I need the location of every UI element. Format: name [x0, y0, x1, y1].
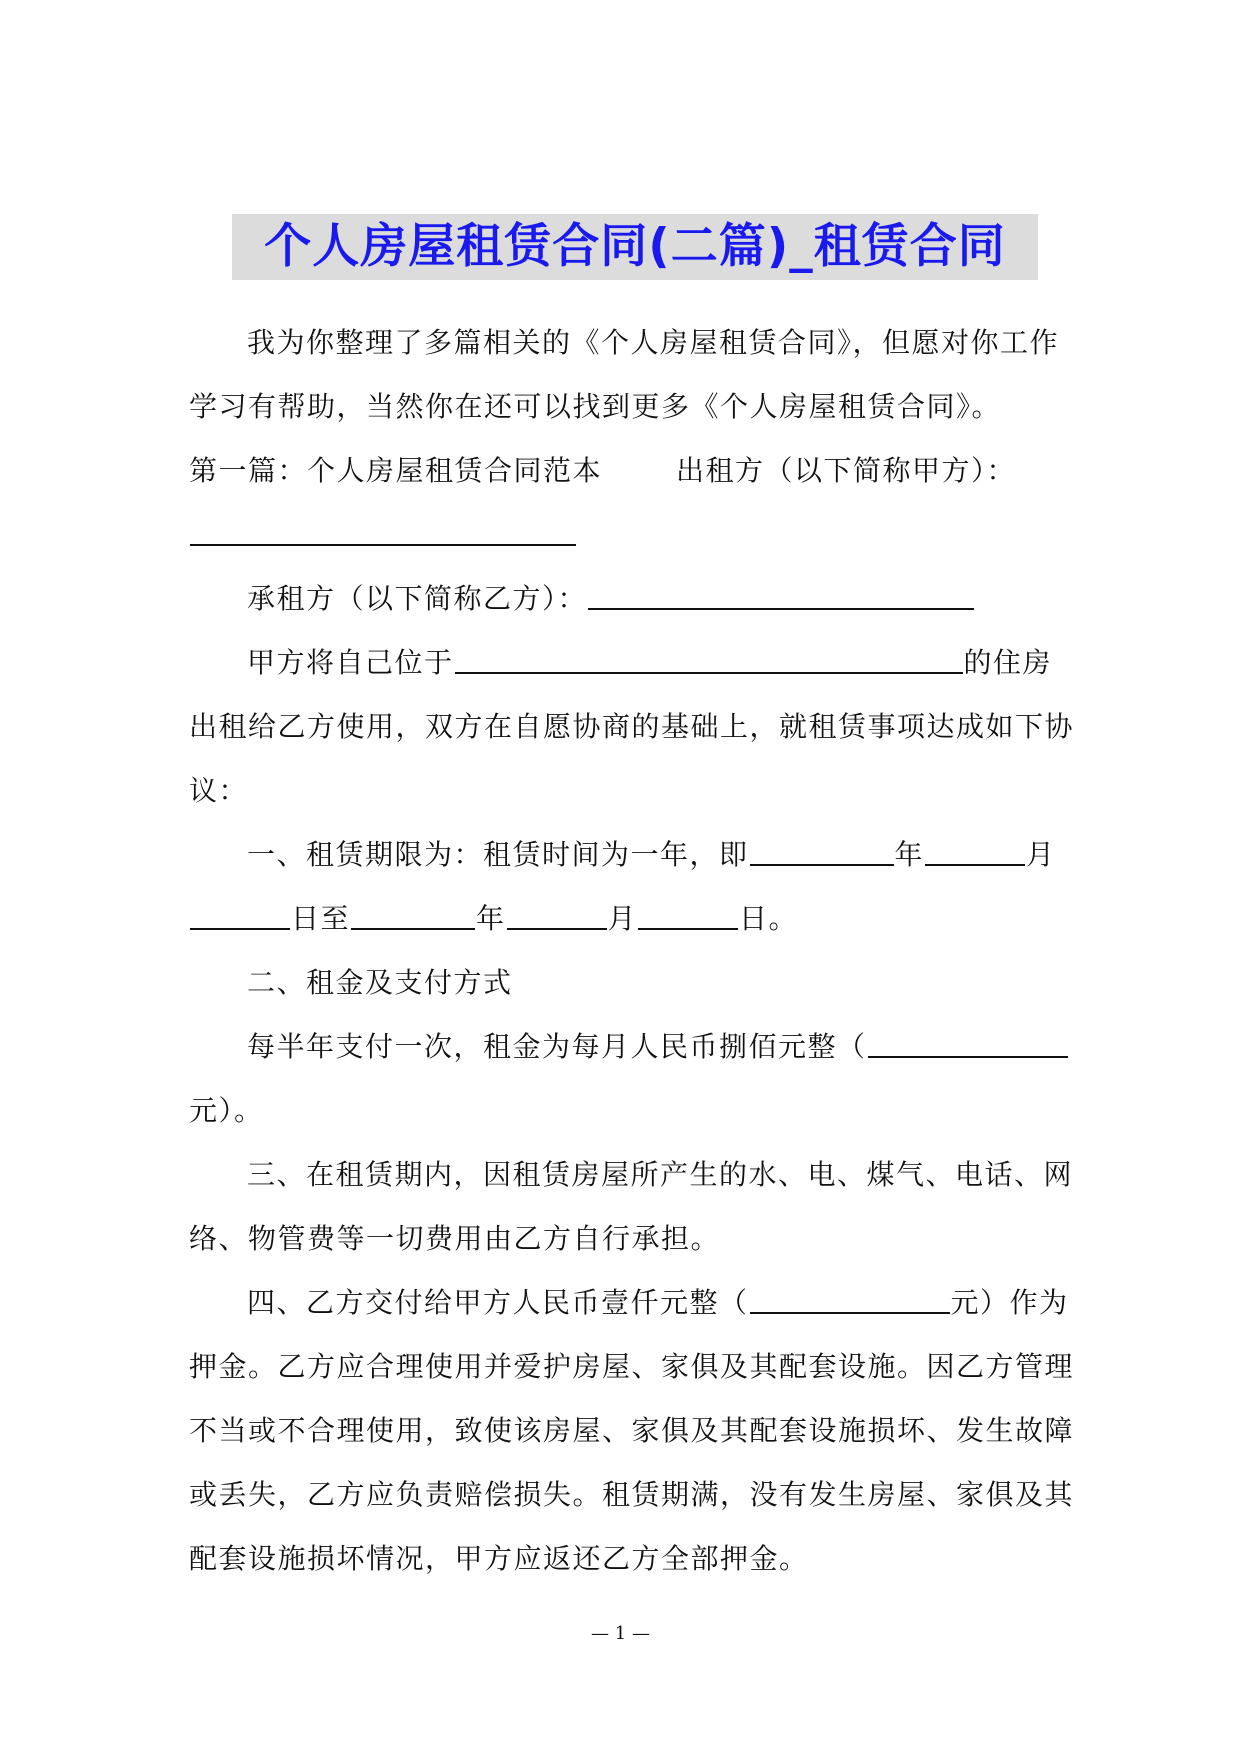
fees-line-1: 三、在租赁期内，因租赁房屋所产生的水、电、煤气、电话、网 — [247, 1158, 1074, 1191]
section1-line — [189, 451, 1016, 491]
premises-address-blank[interactable] — [455, 644, 963, 674]
lessee-name-blank[interactable] — [588, 580, 974, 610]
title-highlight — [232, 214, 1038, 280]
deposit-prefix: 四、乙方交付给甲方人民币壹仟元整（ — [247, 1286, 749, 1319]
term-end-day-label: 日。 — [739, 902, 799, 935]
deposit-line-1 — [247, 1283, 1069, 1323]
intro-line-1: 我为你整理了多篇相关的《个人房屋租赁合同》，但愿对你工作 — [247, 326, 1060, 359]
start-month-blank[interactable] — [925, 836, 1025, 866]
fees-line-2: 络、物管费等一切费用由乙方自行承担。 — [189, 1222, 721, 1255]
deposit-line-5: 配套设施损坏情况，甲方应返还乙方全部押金。 — [189, 1542, 809, 1575]
end-month-blank[interactable] — [507, 900, 607, 930]
deposit-line-2: 押金。乙方应合理使用并爱护房屋、家俱及其配套设施。因乙方管理 — [189, 1350, 1075, 1383]
lessor-name-blank[interactable] — [190, 516, 576, 546]
start-year-blank[interactable] — [750, 836, 894, 866]
rent-line-1 — [247, 1027, 1069, 1067]
lessee-line — [247, 579, 975, 619]
premises-line-1 — [247, 643, 1052, 683]
term-month-label: 月 — [1026, 838, 1056, 871]
lessor-label: 出租方（以下简称甲方）： — [676, 454, 1017, 487]
rent-heading: 二、租金及支付方式 — [247, 966, 513, 999]
end-day-blank[interactable] — [638, 900, 738, 930]
page-number: — 1 — — [591, 1623, 650, 1644]
rent-text: 每半年支付一次，租金为每月人民币捌佰元整（ — [247, 1030, 867, 1063]
section1-heading: 第一篇：个人房屋租赁合同范本 — [189, 454, 603, 487]
end-year-blank[interactable] — [351, 900, 475, 930]
term-line-2 — [189, 899, 798, 939]
deposit-suffix: 元）作为 — [950, 1286, 1069, 1319]
term-end-year-label: 年 — [476, 902, 506, 935]
premises-line-3: 议： — [189, 774, 249, 807]
intro-line-2: 学习有帮助，当然你在还可以找到更多《个人房屋租赁合同》。 — [189, 390, 1002, 423]
term-day-to-label: 日至 — [291, 902, 351, 935]
term-year-label: 年 — [894, 838, 925, 871]
deposit-line-3: 不当或不合理使用，致使该房屋、家俱及其配套设施损坏、发生故障 — [189, 1414, 1075, 1447]
rent-line-2: 元）。 — [189, 1094, 264, 1127]
premises-prefix: 甲方将自己位于 — [247, 646, 454, 679]
premises-line-2: 出租给乙方使用，双方在自愿协商的基础上，就租赁事项达成如下协 — [189, 710, 1075, 743]
deposit-amount-blank[interactable] — [750, 1284, 950, 1314]
lessee-label: 承租方（以下简称乙方）： — [247, 582, 588, 615]
term-prefix: 一、租赁期限为：租赁时间为一年，即 — [247, 838, 749, 871]
term-line-1 — [247, 835, 1056, 875]
lessor-blank-line — [189, 515, 577, 555]
start-day-blank[interactable] — [190, 900, 290, 930]
rent-amount-blank[interactable] — [868, 1028, 1068, 1058]
deposit-line-4: 或丢失，乙方应负责赔偿损失。租赁期满，没有发生房屋、家俱及其 — [189, 1478, 1075, 1511]
term-end-month-label: 月 — [607, 902, 638, 935]
premises-suffix: 的住房 — [963, 646, 1053, 679]
document-title: 个人房屋租赁合同(二篇)_租赁合同 — [264, 219, 1006, 274]
